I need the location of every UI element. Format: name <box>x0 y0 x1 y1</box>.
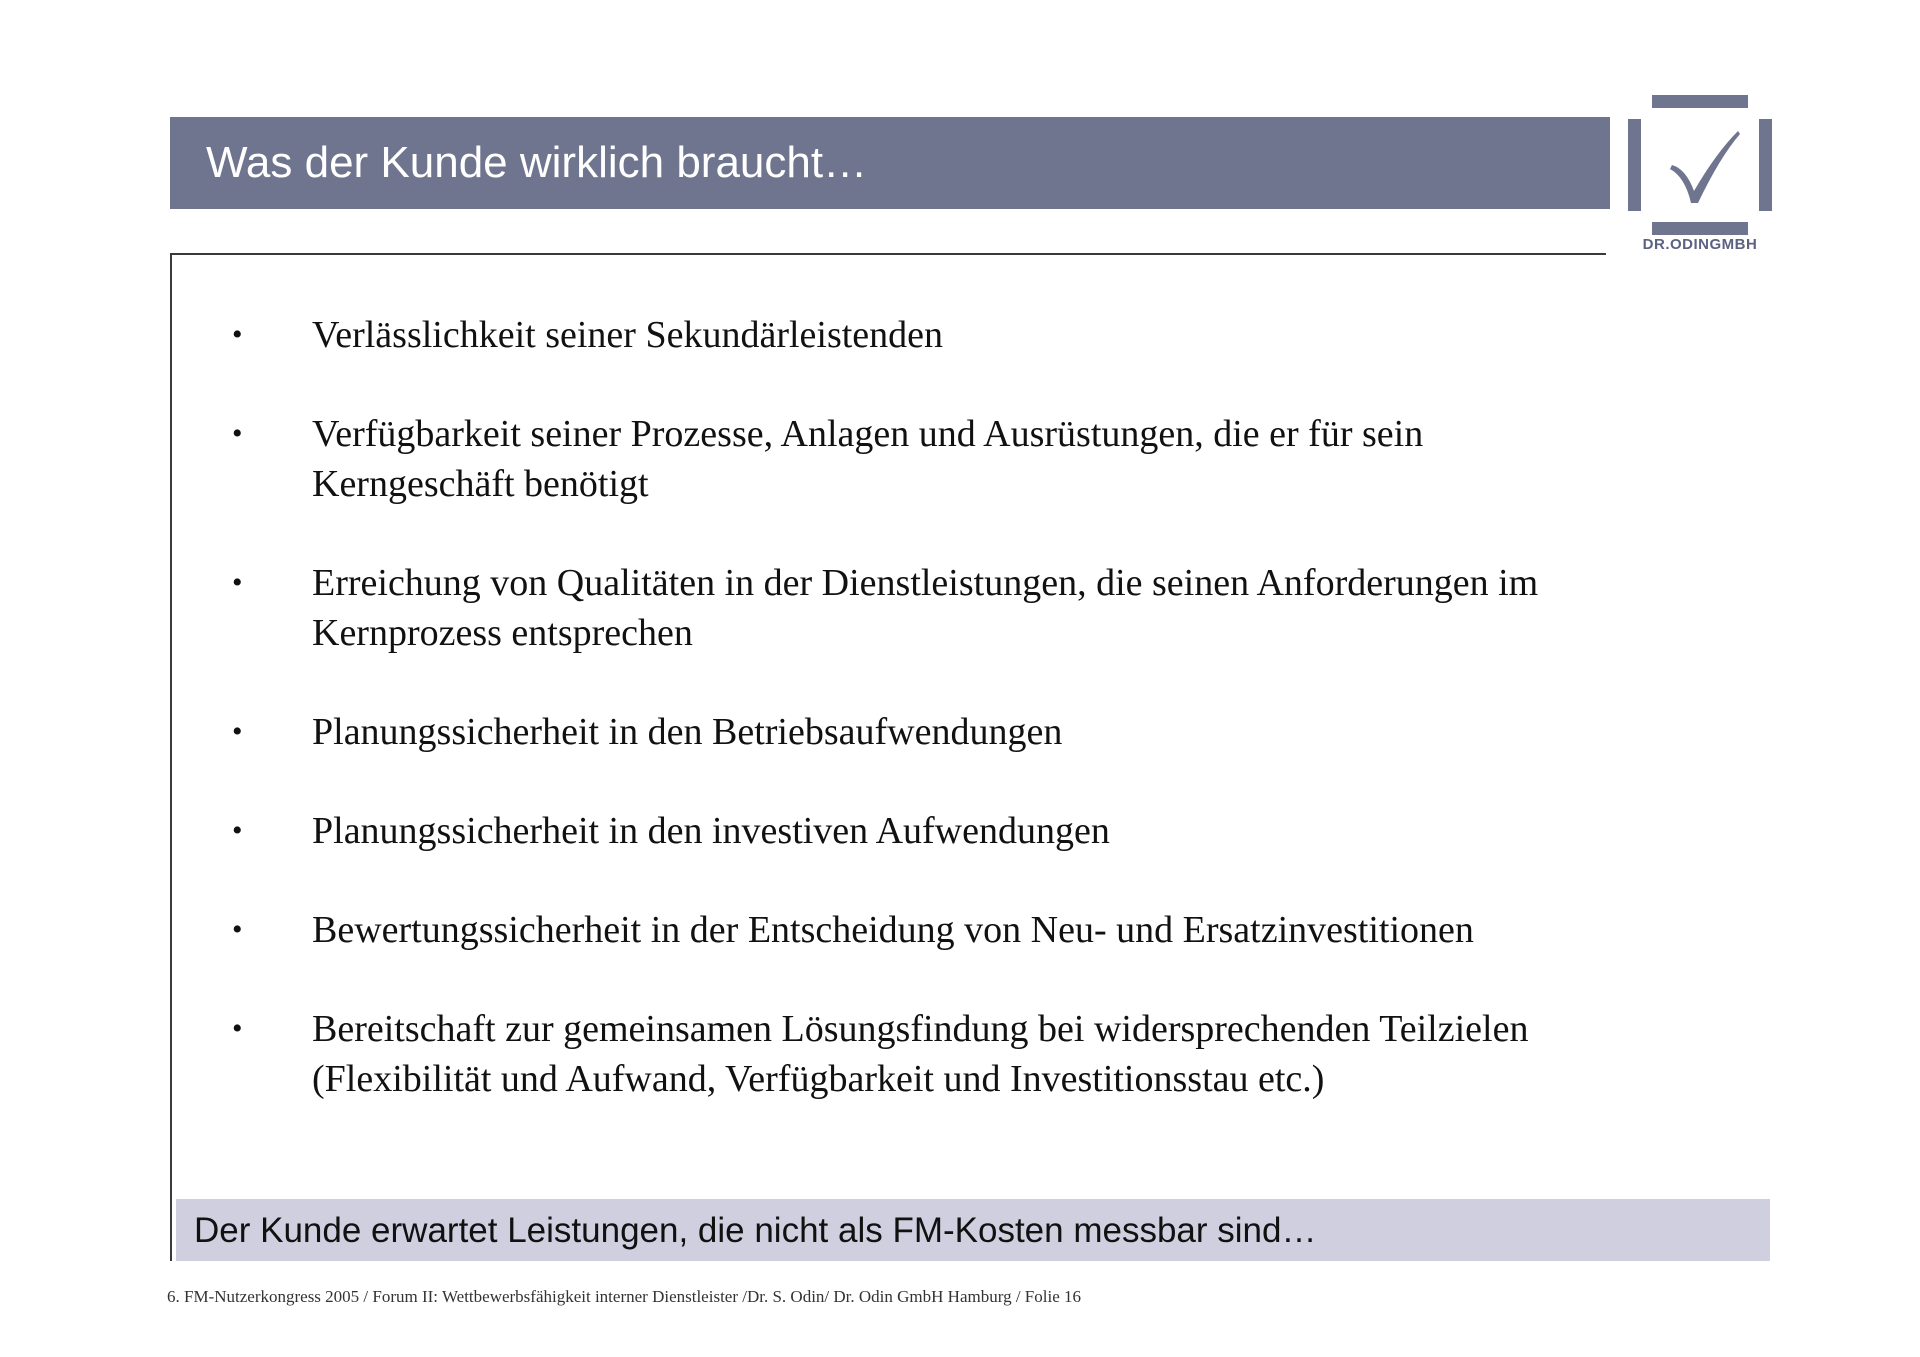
bullet-text-line: Verfügbarkeit seiner Prozesse, Anlagen und Ausrüstungen, die er für sein <box>312 413 1424 455</box>
slide-footer: 6. FM-Nutzerkongress 2005 / Forum II: Wettbewerbsfähigkeit interner Dienstleister /Dr. S. Odin/ Dr. Odin GmbH Hamburg / Folie 16 <box>167 1287 1081 1306</box>
slide-title: Was der Kunde wirklich braucht… <box>206 138 868 187</box>
bullet-item <box>232 806 1672 856</box>
bullet-text-line: (Flexibilität und Aufwand, Verfügbarkeit und Investitionsstau etc.) <box>312 1058 1325 1100</box>
horizontal-divider <box>170 253 1606 255</box>
bullet-icon: • <box>232 913 243 946</box>
bullet-text-line: Bereitschaft zur gemeinsamen Lösungsfindung bei widersprechenden Teilzielen <box>312 1008 1529 1050</box>
bullet-item <box>232 310 1672 360</box>
bullet-text-line: Planungssicherheit in den investiven Aufwendungen <box>312 810 1110 852</box>
bullet-icon: • <box>232 566 243 599</box>
bullet-text-line: Planungssicherheit in den Betriebsaufwendungen <box>312 711 1063 753</box>
bullet-item <box>232 558 1672 658</box>
bullet-icon: • <box>232 1012 243 1045</box>
logo-text: DR.ODINGMBH <box>1642 236 1758 253</box>
bullet-icon: • <box>232 417 243 450</box>
bullet-item <box>232 1004 1672 1104</box>
checkmark-logo-icon <box>1628 95 1772 235</box>
bullet-text-line: Kerngeschäft benötigt <box>312 463 649 505</box>
bullet-text-line: Bewertungssicherheit in der Entscheidung von Neu- und Ersatzinvestitionen <box>312 909 1474 951</box>
bullet-item <box>232 707 1672 757</box>
bullet-icon: • <box>232 814 243 847</box>
bullet-item <box>232 409 1672 509</box>
bullet-icon: • <box>232 318 243 351</box>
vertical-divider <box>170 253 172 1261</box>
title-bar <box>170 117 1610 209</box>
bullet-list <box>232 310 1672 1153</box>
conclusion-band <box>176 1199 1770 1261</box>
conclusion-text: Der Kunde erwartet Leistungen, die nicht als FM-Kosten messbar sind… <box>194 1211 1317 1250</box>
bullet-text-line: Kernprozess entsprechen <box>312 612 693 654</box>
bullet-item <box>232 905 1672 955</box>
bullet-icon: • <box>232 715 243 748</box>
bullet-text-line: Verlässlichkeit seiner Sekundärleistenden <box>312 314 944 356</box>
bullet-text-line: Erreichung von Qualitäten in der Dienstleistungen, die seinen Anforderungen im <box>312 562 1539 604</box>
